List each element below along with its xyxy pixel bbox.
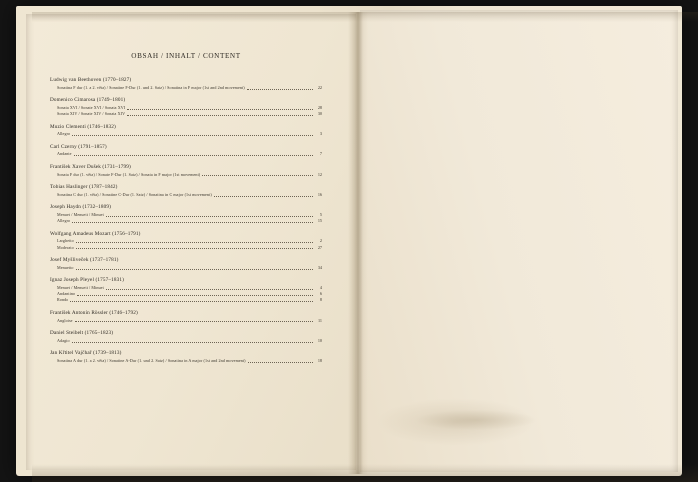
leader-dots	[247, 85, 313, 90]
toc-work-row	[50, 131, 322, 137]
composer-name: Daniel Steibelt (1765–1823)	[50, 330, 114, 336]
leader-dots	[127, 111, 313, 116]
leader-dots	[72, 131, 313, 136]
leader-dots	[75, 317, 313, 322]
work-title: Sonata F dur (1. věta) / Sonate F-Dur (1. Satz) / Sonata in F major (1st movement)	[57, 171, 201, 177]
page-number: 8	[319, 297, 322, 303]
leader-dots	[127, 105, 313, 110]
work-title: Sonatina A dur (1. a 2. věta) / Sonatine A-Dur (1. und 2. Satz) / Sonatina in A major (1st and 2nd movement)	[57, 357, 246, 363]
toc-entry	[50, 124, 322, 138]
page-number: 27	[317, 244, 322, 250]
leader-dots	[72, 218, 313, 223]
leader-dots	[72, 338, 313, 343]
work-title: Rondo	[57, 297, 69, 303]
toc-work-row	[50, 358, 322, 364]
toc-entry	[50, 231, 322, 251]
table-of-contents	[50, 52, 322, 370]
toc-work-row	[50, 317, 322, 323]
page-number: 4	[319, 284, 322, 290]
work-title: Angloise	[57, 317, 73, 323]
composer-name: Joseph Haydn (1732–1809)	[50, 204, 111, 211]
open-book	[16, 6, 682, 476]
composer-name: Wolfgang Amadeus Mozart (1756–1791)	[50, 230, 141, 237]
work-title: Andantino	[57, 291, 76, 297]
leader-dots	[76, 265, 314, 270]
work-title: Andante	[57, 151, 72, 157]
leader-dots	[70, 297, 313, 302]
work-title: Menuet / Menuett / Minuet	[57, 284, 104, 290]
composer-name: František Xaver Dušek (1731–1799)	[50, 163, 131, 170]
toc-work-row	[50, 297, 322, 303]
toc-entry	[50, 330, 322, 344]
work-title: Sonatina F dur (1. a 2. věta) / Sonatine F-Dur (1. und 2. Satz) / Sonatina in F major (1st and 2nd movement)	[57, 84, 245, 90]
toc-work-row	[50, 151, 322, 157]
toc-entry	[50, 77, 322, 91]
toc-work-row	[50, 192, 322, 198]
toc-work-row	[50, 338, 322, 344]
page-number: 30	[317, 111, 322, 117]
leader-dots	[106, 285, 313, 290]
composer-name: Carl Czerny (1791–1857)	[50, 143, 107, 150]
toc-entry	[50, 164, 322, 178]
page-number: 11	[317, 317, 322, 323]
toc-work-row	[50, 244, 322, 250]
toc-entry	[50, 144, 322, 158]
toc-entry	[50, 350, 322, 364]
book-gutter	[348, 12, 368, 474]
leader-dots	[214, 192, 313, 197]
page-number: 18	[317, 357, 322, 363]
toc-entry	[50, 277, 322, 303]
composer-name: Muzio Clementi (1746–1832)	[50, 123, 116, 130]
leader-dots	[74, 151, 313, 156]
page-number: 12	[317, 171, 322, 177]
leader-dots	[248, 358, 313, 363]
composer-name: Josef Myšliveček (1737–1781)	[50, 257, 119, 264]
toc-entry	[50, 97, 322, 117]
toc-work-row	[50, 171, 322, 177]
toc-work-row	[50, 111, 322, 117]
page-number: 10	[317, 337, 322, 343]
composer-name: Domenico Cimarosa (1749–1801)	[50, 97, 126, 104]
work-title: Larghetto	[57, 238, 74, 244]
work-title: Sonatina C dur (1. věta) / Sonatine C-Dur (1. Satz) / Sonatina in C major (1st movement)	[57, 191, 212, 197]
page-title: OBSAH / INHALT / CONTENT	[131, 52, 241, 60]
composer-name: Tobias Haslinger (1787–1842)	[50, 184, 118, 191]
composer-name: Ludwig van Beethoven (1770–1827)	[50, 77, 132, 83]
page-number: 6	[319, 291, 322, 297]
page-number: 2	[319, 238, 322, 244]
leader-dots	[77, 291, 313, 296]
toc-work-row	[50, 85, 322, 91]
page-number: 5	[319, 212, 322, 217]
leader-dots	[76, 238, 313, 243]
toc-entry-list	[50, 77, 322, 364]
work-title: Adagio	[57, 337, 70, 343]
leader-dots	[106, 212, 313, 217]
work-title: Moderato	[57, 244, 74, 250]
work-title: Allegro	[57, 131, 71, 137]
toc-entry	[50, 257, 322, 271]
book-page-right	[360, 10, 678, 472]
page-number: 16	[317, 191, 322, 197]
page-number: 3	[319, 131, 322, 137]
composer-name: Ignaz Joseph Pleyel (1757–1831)	[50, 277, 124, 284]
leader-dots	[76, 244, 313, 249]
work-title: Sonata XIV / Sonate XIV / Sonata XIV	[57, 111, 126, 117]
page-number: 22	[317, 84, 322, 90]
page-number: 7	[319, 151, 322, 157]
page-number: 28	[317, 104, 322, 110]
page-number: 15	[317, 218, 322, 224]
toc-work-row	[50, 265, 322, 271]
work-title: Sonata XVI / Sonate XVI / Sonata XVI	[57, 104, 126, 110]
toc-entry	[50, 310, 322, 324]
toc-entry	[50, 184, 322, 198]
toc-work-row	[50, 218, 322, 224]
composer-name: Jan Křtitel Vajčhař (1739–1813)	[50, 350, 122, 357]
work-title: Allegro	[57, 218, 71, 224]
leader-dots	[202, 171, 313, 176]
toc-entry	[50, 204, 322, 224]
page-number: 34	[317, 264, 322, 270]
composer-name: František Antonín Rössler (1746–1792)	[50, 309, 138, 316]
work-title: Menuetto	[57, 264, 74, 270]
work-title: Menuet / Menuett / Minuet	[57, 212, 104, 217]
